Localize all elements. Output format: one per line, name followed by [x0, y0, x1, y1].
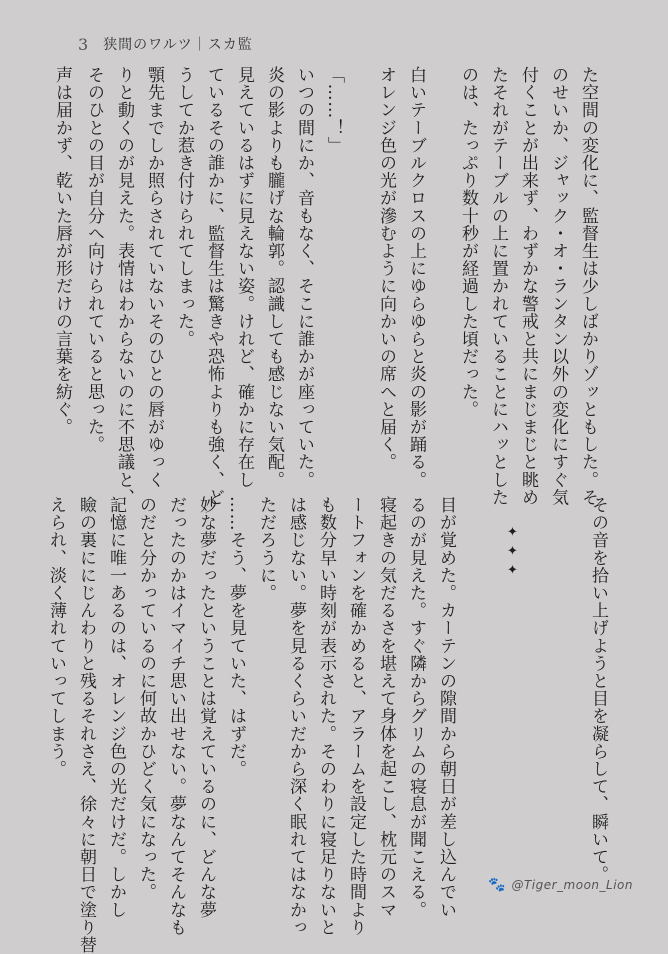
- text-column: のせいか、ジャック・オ・ランタン以外の変化にすぐ気: [548, 66, 568, 506]
- text-column: た空間の変化に、監督生は少しばかりゾッともした。そ: [578, 66, 598, 506]
- text-column: 「……！」: [324, 66, 344, 154]
- text-column: のは、たっぷり数十秒が経過した頃だった。: [458, 66, 478, 418]
- text-column: も数分早い時刻が表示された。そのわりに寝足りないと: [316, 496, 336, 936]
- text-column: 見えているはずに見えない姿。けれど、確かに存在し: [234, 66, 254, 489]
- paw-icon: 🐾: [488, 877, 506, 893]
- text-column: 付くことが出来ず、わずかな警戒と共にまじまじと眺め: [518, 66, 538, 506]
- text-column: りと動くのが見えた。表情はわからないのに不思議と、: [114, 66, 134, 506]
- text-column: その音を拾い上げようと目を凝らして、瞬いて。: [588, 496, 608, 884]
- text-column: えられ、淡く薄れていってしまう。: [46, 496, 66, 778]
- text-column: 顎先までしか照らされていないそのひとの唇がゆっく: [144, 66, 164, 489]
- text-column: ……そう、夢を見ていた、はずだ。: [226, 496, 246, 778]
- text-column: 声は届かず、乾いた唇が形だけの言葉を紡ぐ。: [52, 66, 72, 436]
- work-title: 狭間のワルツ｜スカ監: [103, 37, 253, 53]
- text-column: 寝起きの気だるさを堪えて身体を起こし、枕元のスマ: [376, 496, 396, 919]
- text-column: 白いテーブルクロスの上にゆらゆらと炎の影が踊る。: [406, 66, 426, 489]
- author-credit: [488, 877, 633, 893]
- text-column: いつの間にか、音もなく、そこに誰かが座っていた。: [294, 66, 314, 489]
- text-column: 記憶に唯一あるのは、オレンジ色の光だけだ。しかし: [106, 496, 126, 919]
- text-column: のだと分かっているのに何故かひどく気になった。: [136, 496, 156, 901]
- text-column: だったのかはイマイチ思い出せない。夢なんてそんなも: [166, 496, 186, 936]
- text-column: うしてか惹き付けられてしまった。: [174, 66, 194, 348]
- text-column: ているその誰かに、監督生は驚きや恐怖よりも強く、ど: [204, 66, 224, 506]
- text-column: 炎の影よりも朧げな輪郭。認識しても感じない気配。: [264, 66, 284, 489]
- text-column: ートフォンを確かめると、アラームを設定した時間より: [346, 496, 366, 936]
- section-separator: ✦✦✦: [505, 525, 520, 582]
- text-column: たそれがテーブルの上に置かれていることにハッとした: [488, 66, 508, 506]
- page-header: [78, 34, 253, 54]
- text-column: オレンジ色の光が滲むように向かいの席へと届く。: [376, 66, 396, 471]
- text-column: るのが見えた。すぐ隣からグリムの寝息が聞こえる。: [406, 496, 426, 919]
- text-column: 妙な夢だったということは覚えているのに、どんな夢: [196, 496, 216, 919]
- text-column: 瞼の裏ににじんわりと残るそれさえ、徐々に朝日で塗り替: [76, 496, 96, 954]
- page-number: 3: [78, 34, 90, 54]
- text-column: そのひとの目が自分へ向けられていると思った。: [84, 66, 104, 454]
- text-column: 目が覚めた。カーテンの隙間から朝日が差し込んでい: [436, 496, 456, 919]
- text-column: ただろうに。: [256, 496, 276, 602]
- author-handle: @Tiger_moon_Lion: [511, 878, 633, 892]
- text-column: は感じない。夢を見るくらいだから深く眠れてはなかっ: [286, 496, 306, 936]
